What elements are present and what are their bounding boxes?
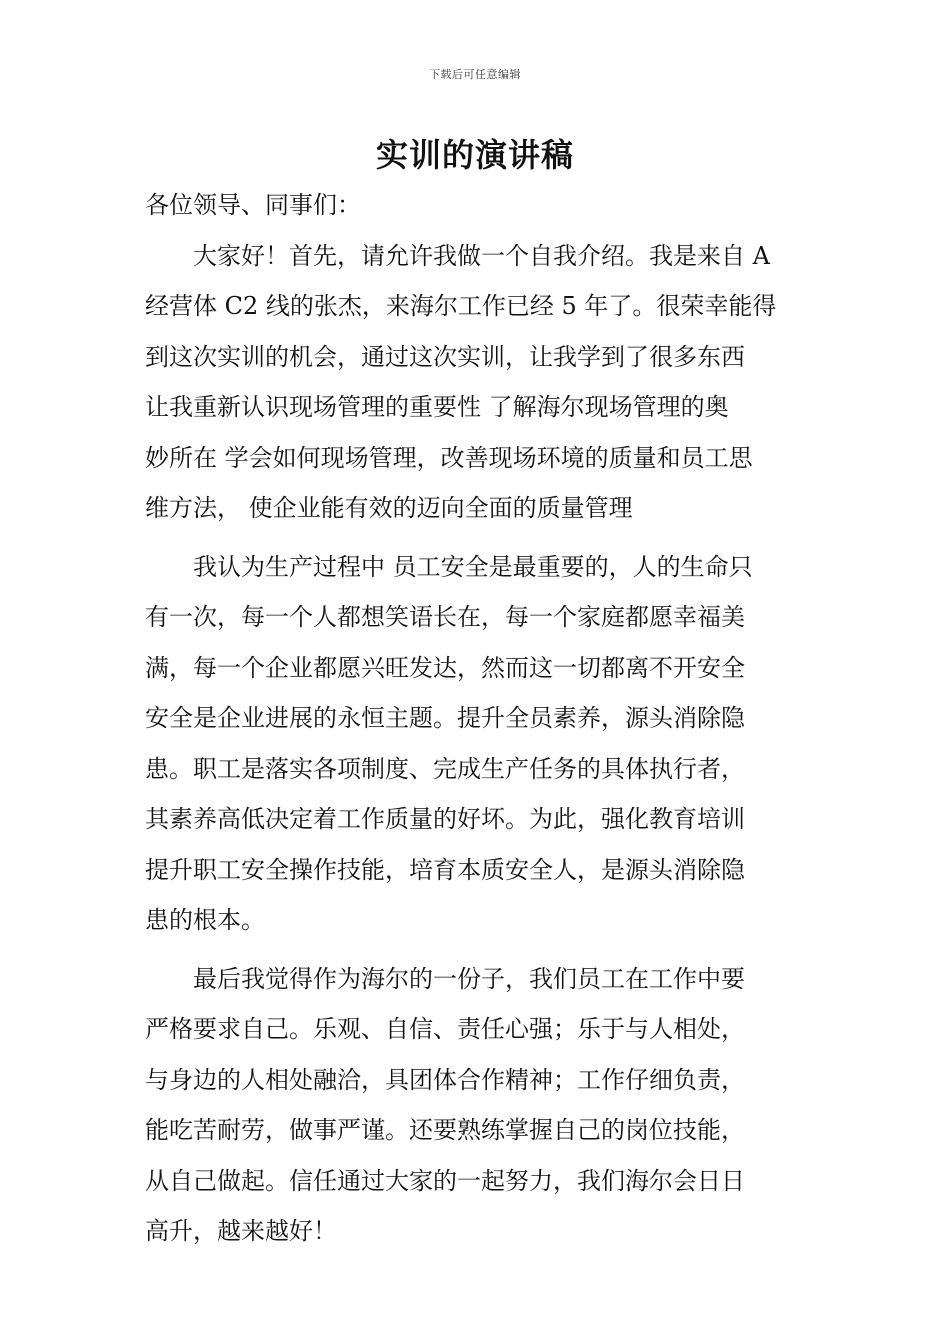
paragraph-2 [145,542,807,946]
paragraph-line: 安全是企业进展的永恒主题。提升全员素养，源头消除隐 [145,704,745,732]
paragraph-spacer [145,534,807,542]
paragraph-3 [145,954,807,1257]
paragraph-line: 能吃苦耐劳，做事严谨。还要熟练掌握自己的岗位技能， [145,1116,745,1144]
paragraph-line: 满，每一个企业都愿兴旺发达，然而这一切都离不开安全 [145,653,745,682]
paragraph-line: 其素养高低决定着工作质量的好坏。为此，强化教育培训 [145,805,745,833]
header-note: 下载后可任意编辑 [429,68,521,81]
paragraph-line: 患的根本。 [145,906,265,934]
paragraph-line: 患。职工是落实各项制度、完成生产任务的具体执行者， [145,754,745,783]
paragraph-line: 我认为生产过程中 员工安全是最重要的，人的生命只 [145,552,753,581]
paragraph-line: 与身边的人相处融洽，具团体合作精神；工作仔细负责， [145,1065,745,1094]
paragraph-line: 最后我觉得作为海尔的一份子，我们员工在工作中要 [145,964,745,993]
greeting-line: 各位领导、同事们： [145,191,361,219]
paragraph-line: 严格要求自己。乐观、自信、责任心强；乐于与人相处， [145,1015,745,1043]
paragraph-line: 有一次，每一个人都想笑语长在，每一个家庭都愿幸福美 [145,603,745,631]
paragraph-line: 经营体 C2 线的张杰，来海尔工作已经 5 年了。很荣幸能得 [145,292,777,320]
paragraph-line: 高升，越来越好！ [145,1217,337,1245]
paragraph-line: 提升职工安全操作技能，培育本质安全人，是源头消除隐 [145,855,745,884]
paragraph-line: 维方法， 使企业能有效的迈向全面的质量管理 [145,494,633,522]
paragraph-line: 妙所在 学会如何现场管理，改善现场环境的质量和员工思 [145,443,753,472]
paragraph-line: 从自己做起。信任通过大家的一起努力，我们海尔会日日 [145,1166,745,1195]
document-title: 实训的演讲稿 [375,136,574,174]
paragraph-line: 大家好！首先，请允许我做一个自我介绍。我是来自 A [145,241,770,270]
paragraph-line: 让我重新认识现场管理的重要性 了解海尔现场管理的奥 [145,393,729,421]
paragraph-1 [145,231,807,534]
document-body [145,180,807,1257]
paragraph-line: 到这次实训的机会，通过这次实训，让我学到了很多东西 [145,342,745,371]
paragraph-spacer [145,946,807,954]
